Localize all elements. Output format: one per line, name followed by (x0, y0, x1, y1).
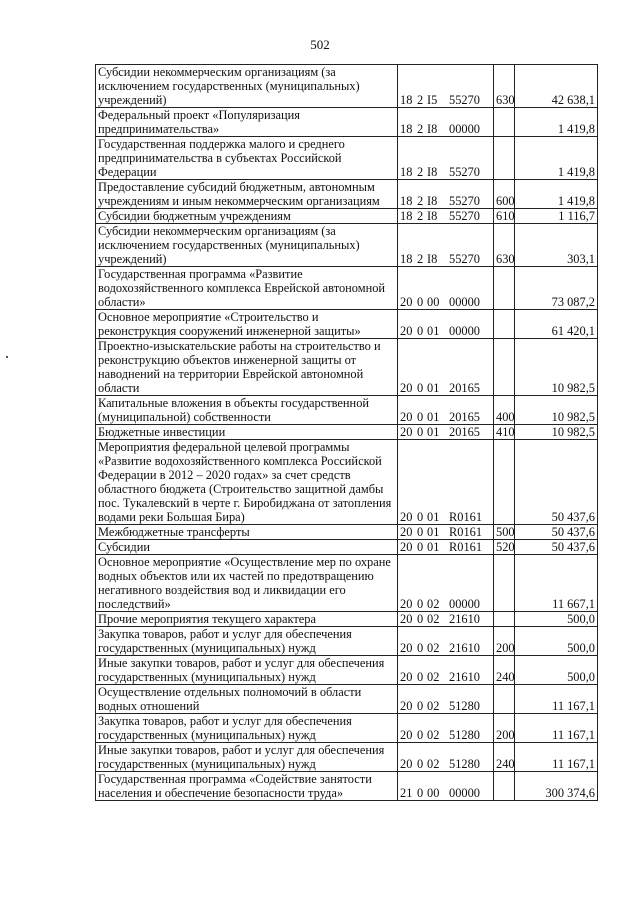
target-article-code (398, 425, 494, 440)
amount: 50 437,6 (515, 540, 598, 555)
expense-name: Основное мероприятие «Осуществление мер по охране водных объектов или их частей по предотвращению негативного воздействия вод и ликвидации его последствий» (96, 555, 398, 612)
activity-code: 02 (427, 641, 440, 655)
program-code: 18 (400, 194, 413, 208)
program-code: 21 (400, 786, 413, 800)
amount: 11 167,1 (515, 685, 598, 714)
direction-code: 21610 (449, 612, 480, 626)
table-row (96, 540, 598, 555)
target-article-code (398, 714, 494, 743)
amount: 500,0 (515, 612, 598, 627)
activity-code: 02 (427, 728, 440, 742)
direction-code: 00000 (449, 786, 480, 800)
expense-type-code: 600 (494, 180, 515, 209)
target-article-code (398, 743, 494, 772)
program-code: 20 (400, 324, 413, 338)
activity-code: 01 (427, 510, 440, 524)
amount: 10 982,5 (515, 339, 598, 396)
subprogram-code: 0 (417, 510, 424, 524)
expense-type-code (494, 685, 515, 714)
activity-code: 02 (427, 597, 440, 611)
program-code: 20 (400, 612, 413, 626)
table-row (96, 65, 598, 108)
amount: 500,0 (515, 627, 598, 656)
subprogram-code: 0 (417, 670, 424, 684)
direction-code: 55270 (449, 93, 480, 107)
subprogram-code: 0 (417, 410, 424, 424)
program-code: 20 (400, 757, 413, 771)
expense-name: Осуществление отдельных полномочий в области водных отношений (96, 685, 398, 714)
amount: 50 437,6 (515, 440, 598, 525)
expense-name: Предоставление субсидий бюджетным, автономным учреждениям и иным некоммерческим организациям (96, 180, 398, 209)
program-code: 20 (400, 525, 413, 539)
margin-dot (6, 356, 8, 358)
target-article-code (398, 339, 494, 396)
program-code: 20 (400, 597, 413, 611)
target-article-code (398, 310, 494, 339)
expense-type-code (494, 108, 515, 137)
table-row (96, 743, 598, 772)
expense-name: Закупка товаров, работ и услуг для обеспечения государственных (муниципальных) нужд (96, 714, 398, 743)
table-row (96, 612, 598, 627)
table-row (96, 772, 598, 801)
subprogram-code: 0 (417, 699, 424, 713)
direction-code: 55270 (449, 194, 480, 208)
program-code: 18 (400, 122, 413, 136)
activity-code: 01 (427, 410, 440, 424)
activity-code: 01 (427, 540, 440, 554)
target-article-code (398, 209, 494, 224)
amount: 11 667,1 (515, 555, 598, 612)
amount: 300 374,6 (515, 772, 598, 801)
table-row (96, 209, 598, 224)
subprogram-code: 2 (417, 194, 424, 208)
amount: 303,1 (515, 224, 598, 267)
target-article-code (398, 656, 494, 685)
table-row (96, 525, 598, 540)
expense-type-code: 630 (494, 224, 515, 267)
expense-type-code (494, 267, 515, 310)
table-row (96, 267, 598, 310)
table-row (96, 224, 598, 267)
amount: 10 982,5 (515, 396, 598, 425)
target-article-code (398, 612, 494, 627)
target-article-code (398, 525, 494, 540)
activity-code: 02 (427, 699, 440, 713)
expense-name: Государственная программа «Развитие водохозяйственного комплекса Еврейской автономной области» (96, 267, 398, 310)
table-row (96, 108, 598, 137)
expense-type-code (494, 137, 515, 180)
direction-code: 00000 (449, 295, 480, 309)
program-code: 20 (400, 410, 413, 424)
expense-type-code: 610 (494, 209, 515, 224)
activity-code: I8 (427, 194, 438, 208)
expense-type-code: 630 (494, 65, 515, 108)
program-code: 20 (400, 670, 413, 684)
amount: 1 419,8 (515, 137, 598, 180)
expense-type-code: 200 (494, 627, 515, 656)
table-row (96, 339, 598, 396)
expense-name: Закупка товаров, работ и услуг для обеспечения государственных (муниципальных) нужд (96, 627, 398, 656)
amount: 500,0 (515, 656, 598, 685)
table-row (96, 627, 598, 656)
expense-name: Субсидии некоммерческим организациям (за исключением государственных (муниципальных) учреждений) (96, 65, 398, 108)
amount: 73 087,2 (515, 267, 598, 310)
direction-code: 00000 (449, 597, 480, 611)
direction-code: 00000 (449, 122, 480, 136)
amount: 1 116,7 (515, 209, 598, 224)
direction-code: R0161 (449, 510, 483, 524)
expense-type-code (494, 440, 515, 525)
expense-name: Государственная поддержка малого и среднего предпринимательства в субъектах Российской Федерации (96, 137, 398, 180)
subprogram-code: 0 (417, 295, 424, 309)
expense-name: Прочие мероприятия текущего характера (96, 612, 398, 627)
expense-name: Капитальные вложения в объекты государственной (муниципальной) собственности (96, 396, 398, 425)
expense-name: Бюджетные инвестиции (96, 425, 398, 440)
expense-type-code: 240 (494, 743, 515, 772)
program-code: 20 (400, 699, 413, 713)
direction-code: 55270 (449, 165, 480, 179)
table-row (96, 440, 598, 525)
program-code: 18 (400, 209, 413, 223)
expense-type-code: 400 (494, 396, 515, 425)
table-row (96, 310, 598, 339)
amount: 50 437,6 (515, 525, 598, 540)
direction-code: R0161 (449, 540, 483, 554)
activity-code: 01 (427, 425, 440, 439)
direction-code: 21610 (449, 641, 480, 655)
program-code: 20 (400, 295, 413, 309)
program-code: 20 (400, 728, 413, 742)
expense-name: Государственная программа «Содействие занятости населения и обеспечение безопасности труда» (96, 772, 398, 801)
amount: 61 420,1 (515, 310, 598, 339)
subprogram-code: 2 (417, 122, 424, 136)
direction-code: 00000 (449, 324, 480, 338)
direction-code: 51280 (449, 728, 480, 742)
activity-code: 01 (427, 525, 440, 539)
expense-name: Иные закупки товаров, работ и услуг для обеспечения государственных (муниципальных) нужд (96, 743, 398, 772)
subprogram-code: 2 (417, 252, 424, 266)
activity-code: I8 (427, 165, 438, 179)
program-code: 18 (400, 93, 413, 107)
target-article-code (398, 555, 494, 612)
budget-table (95, 64, 598, 801)
activity-code: 01 (427, 324, 440, 338)
activity-code: 02 (427, 612, 440, 626)
table-row (96, 425, 598, 440)
expense-type-code: 240 (494, 656, 515, 685)
expense-name: Иные закупки товаров, работ и услуг для обеспечения государственных (муниципальных) нужд (96, 656, 398, 685)
activity-code: I8 (427, 122, 438, 136)
activity-code: 02 (427, 757, 440, 771)
direction-code: 20165 (449, 381, 480, 395)
subprogram-code: 0 (417, 597, 424, 611)
target-article-code (398, 267, 494, 310)
budget-table-body (96, 65, 598, 801)
expense-name: Субсидии (96, 540, 398, 555)
expense-name: Проектно-изыскательские работы на строительство и реконструкцию объектов инженерной защиты от наводнений на территории Еврейской автономной области (96, 339, 398, 396)
target-article-code (398, 180, 494, 209)
expense-type-code: 520 (494, 540, 515, 555)
direction-code: 20165 (449, 425, 480, 439)
direction-code: 21610 (449, 670, 480, 684)
target-article-code (398, 137, 494, 180)
program-code: 20 (400, 510, 413, 524)
page-number: 502 (310, 37, 330, 52)
target-article-code (398, 772, 494, 801)
amount: 1 419,8 (515, 108, 598, 137)
subprogram-code: 0 (417, 525, 424, 539)
expense-type-code (494, 310, 515, 339)
target-article-code (398, 627, 494, 656)
expense-type-code (494, 612, 515, 627)
direction-code: 55270 (449, 209, 480, 223)
direction-code: 51280 (449, 757, 480, 771)
subprogram-code: 2 (417, 209, 424, 223)
activity-code: 00 (427, 295, 440, 309)
direction-code: R0161 (449, 525, 483, 539)
expense-name: Субсидии некоммерческим организациям (за исключением государственных (муниципальных) учреждений) (96, 224, 398, 267)
activity-code: I8 (427, 252, 438, 266)
activity-code: 01 (427, 381, 440, 395)
subprogram-code: 2 (417, 165, 424, 179)
expense-type-code: 500 (494, 525, 515, 540)
program-code: 18 (400, 252, 413, 266)
table-row (96, 555, 598, 612)
expense-type-code: 200 (494, 714, 515, 743)
subprogram-code: 0 (417, 425, 424, 439)
direction-code: 20165 (449, 410, 480, 424)
expense-name: Основное мероприятие «Строительство и реконструкция сооружений инженерной защиты» (96, 310, 398, 339)
amount: 1 419,8 (515, 180, 598, 209)
amount: 10 982,5 (515, 425, 598, 440)
amount: 42 638,1 (515, 65, 598, 108)
table-row (96, 685, 598, 714)
direction-code: 55270 (449, 252, 480, 266)
expense-type-code (494, 555, 515, 612)
activity-code: 02 (427, 670, 440, 684)
subprogram-code: 0 (417, 381, 424, 395)
target-article-code (398, 396, 494, 425)
expense-name: Субсидии бюджетным учреждениям (96, 209, 398, 224)
expense-name: Мероприятия федеральной целевой программы «Развитие водохозяйственного комплекса Российской Федерации в 2012 – 2020 годах» за счет средств областного бюджета (Строительство защитной дамбы пос. Тукалевский в черте г. Биробиджана от затопления водами реки Большая Бира) (96, 440, 398, 525)
table-row (96, 180, 598, 209)
program-code: 20 (400, 381, 413, 395)
program-code: 20 (400, 641, 413, 655)
program-code: 20 (400, 540, 413, 554)
expense-name: Федеральный проект «Популяризация предпринимательства» (96, 108, 398, 137)
target-article-code (398, 685, 494, 714)
direction-code: 51280 (449, 699, 480, 713)
expense-name: Межбюджетные трансферты (96, 525, 398, 540)
table-row (96, 396, 598, 425)
subprogram-code: 2 (417, 93, 424, 107)
expense-type-code (494, 772, 515, 801)
activity-code: 00 (427, 786, 440, 800)
subprogram-code: 0 (417, 728, 424, 742)
table-row (96, 137, 598, 180)
target-article-code (398, 108, 494, 137)
target-article-code (398, 540, 494, 555)
activity-code: I8 (427, 209, 438, 223)
table-row (96, 656, 598, 685)
subprogram-code: 0 (417, 786, 424, 800)
expense-type-code: 410 (494, 425, 515, 440)
target-article-code (398, 224, 494, 267)
amount: 11 167,1 (515, 714, 598, 743)
program-code: 20 (400, 425, 413, 439)
target-article-code (398, 65, 494, 108)
amount: 11 167,1 (515, 743, 598, 772)
target-article-code (398, 440, 494, 525)
program-code: 18 (400, 165, 413, 179)
subprogram-code: 0 (417, 612, 424, 626)
expense-type-code (494, 339, 515, 396)
subprogram-code: 0 (417, 540, 424, 554)
table-row (96, 714, 598, 743)
subprogram-code: 0 (417, 757, 424, 771)
subprogram-code: 0 (417, 641, 424, 655)
subprogram-code: 0 (417, 324, 424, 338)
activity-code: I5 (427, 93, 438, 107)
